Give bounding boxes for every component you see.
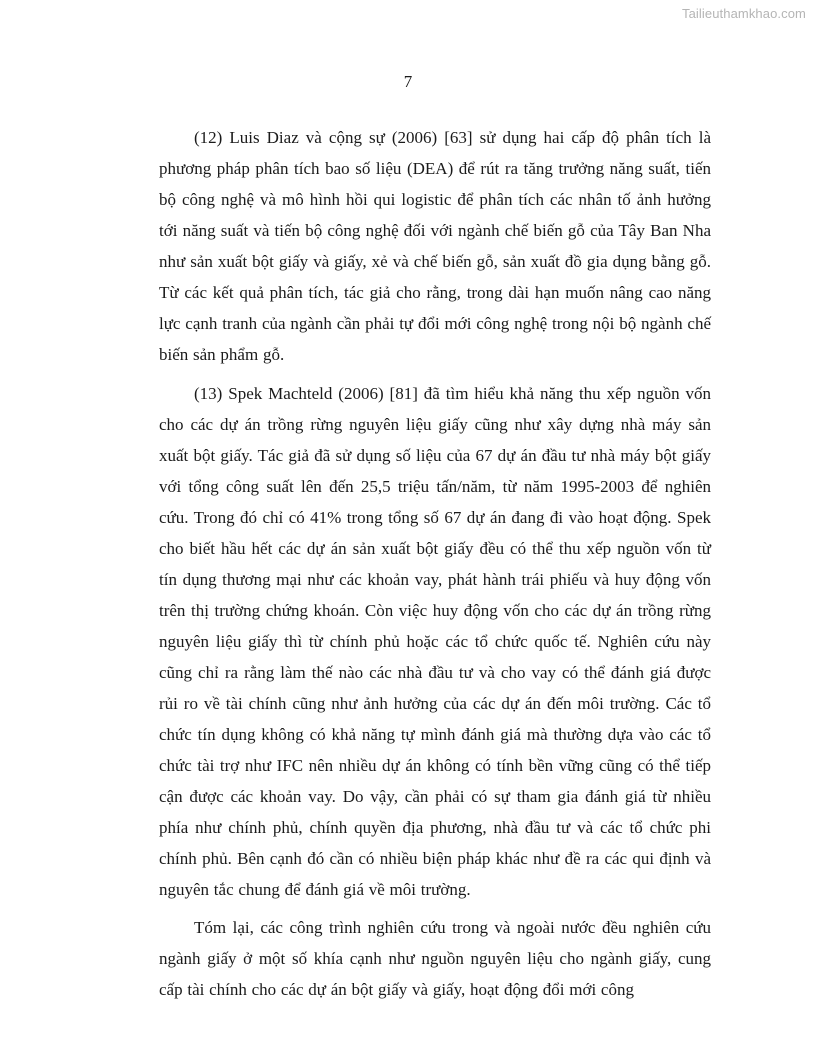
- page-number: 7: [403, 72, 413, 91]
- document-body: [159, 122, 711, 1013]
- paragraph-luis-diaz: (12) Luis Diaz và cộng sự (2006) [63] sử dụng hai cấp độ phân tích là phương pháp phân tích bao số liệu (DEA) để rút ra tăng trưởng năng suất, tiến bộ công nghệ và mô hình hồi qui logistic để phân tích các nhân tố ảnh hưởng tới năng suất và tiến bộ công nghệ đối với ngành chế biến gỗ của Tây Ban Nha như sản xuất bột giấy và giấy, xẻ và chế biến gỗ, sản xuất đồ gia dụng bằng gỗ. Từ các kết quả phân tích, tác giả cho rằng, trong dài hạn muốn nâng cao năng lực cạnh tranh của ngành cần phải tự đổi mới công nghệ trong nội bộ ngành chế biến sản phẩm gỗ.: [159, 128, 711, 364]
- watermark: Tailieuthamkhao.com: [681, 6, 806, 21]
- paragraph-summary: Tóm lại, các công trình nghiên cứu trong và ngoài nước đều nghiên cứu ngành giấy ở một số khía cạnh như nguồn nguyên liệu cho ngành giấy, cung cấp tài chính cho các dự án bột giấy và giấy, hoạt động đổi mới công: [159, 918, 711, 999]
- paragraph-spek-machteld: (13) Spek Machteld (2006) [81] đã tìm hiểu khả năng thu xếp nguồn vốn cho các dự án trồng rừng nguyên liệu giấy cũng như xây dựng nhà máy sản xuất bột giấy. Tác giả đã sử dụng số liệu của 67 dự án đầu tư nhà máy bột giấy với tổng công suất lên đến 25,5 triệu tấn/năm, từ năm 1995-2003 để nghiên cứu. Trong đó chỉ có 41% trong tổng số 67 dự án đang đi vào hoạt động. Spek cho biết hầu hết các dự án sản xuất bột giấy đều có thể thu xếp nguồn vốn từ tín dụng thương mại như các khoản vay, phát hành trái phiếu và huy động vốn trên thị trường chứng khoán. Còn việc huy động vốn cho các dự án trồng rừng nguyên liệu giấy thì từ chính phủ hoặc các tổ chức quốc tế. Nghiên cứu này cũng chỉ ra rằng làm thế nào các nhà đầu tư và cho vay có thể đánh giá được rủi ro về tài chính cũng như ảnh hưởng của các dự án đến môi trường. Các tổ chức tín dụng không có khả năng tự mình đánh giá mà thường dựa vào các tổ chức tài trợ như IFC nên nhiều dự án không có tính bền vững cũng có thể tiếp cận được các khoản vay. Do vậy, cần phải có sự tham gia đánh giá từ nhiều phía như chính phủ, chính quyền địa phương, nhà đầu tư và các tổ chức phi chính phủ. Bên cạnh đó cần có nhiều biện pháp khác như đề ra các qui định và nguyên tắc chung để đánh giá về môi trường.: [159, 383, 711, 899]
